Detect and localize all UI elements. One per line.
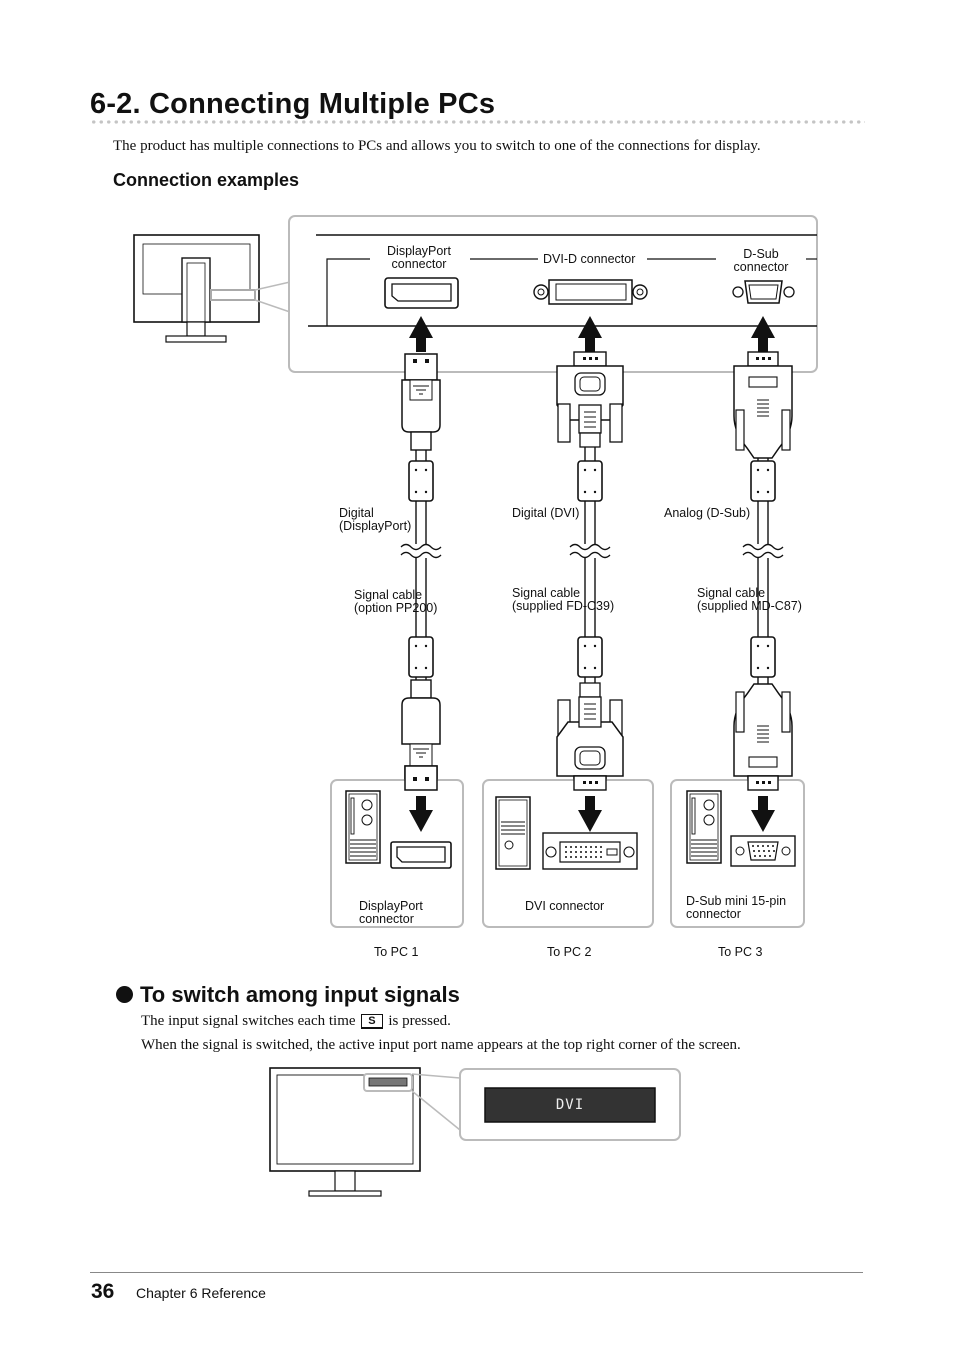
pc-tower-icon (687, 791, 721, 863)
intro-text: The product has multiple connections to PCs and allows you to switch to one of the connections for display. (113, 138, 761, 154)
monitor-displayport-label: DisplayPort connector (387, 244, 451, 271)
s-key-icon: S (361, 1014, 382, 1029)
dvi-plug-icon (557, 352, 623, 447)
osd-input-name: DVI (555, 1097, 585, 1113)
pc1-port-label: DisplayPort connector (359, 899, 423, 926)
switch-note: When the signal is switched, the active input port name appears at the top right corner of the screen. (141, 1037, 741, 1053)
pc3-port-label: D-Sub mini 15-pin connector (686, 894, 787, 921)
chapter-title: Chapter 6 Reference (136, 1285, 266, 1301)
pc2-label: To PC 2 (547, 945, 592, 959)
monitor-dvi-label: DVI-D connector (543, 252, 636, 266)
bullet-icon (116, 986, 133, 1003)
pc-displayport-port-icon (391, 842, 451, 868)
monitor-displayport-port-icon (385, 278, 458, 308)
pc3-label: To PC 3 (718, 945, 763, 959)
switch-instruction-text-end: is pressed. (388, 1013, 451, 1029)
pc-dvi-port-icon (543, 833, 637, 869)
dsub-plug-icon (734, 352, 792, 458)
switch-signals-heading (116, 982, 460, 1008)
signal-type-dsub: Analog (D-Sub) (664, 506, 751, 520)
signal-type-dvi: Digital (DVI) (512, 506, 580, 520)
cable-label-displayport: Signal cable (option PP200) (354, 588, 438, 615)
monitor-dvi-port-icon (534, 280, 647, 304)
monitor-dsub-label: D-Sub connector (733, 247, 789, 274)
monitor-icon (270, 1068, 420, 1196)
pc-tower-icon (496, 797, 530, 869)
pc2-port-label: DVI connector (525, 899, 605, 913)
dvi-plug-icon (557, 683, 623, 790)
displayport-plug-icon (402, 354, 440, 450)
footer-divider (90, 1272, 863, 1273)
pc-dsub-port-icon (731, 836, 795, 866)
signal-type-displayport: Digital (DisplayPort) (339, 506, 412, 533)
cable-label-dsub: Signal cable (supplied MD-C87) (697, 586, 802, 613)
dsub-plug-icon (734, 684, 792, 790)
cable-label-dvi: Signal cable (supplied FD-C39) (512, 586, 615, 613)
monitor-icon (134, 235, 259, 342)
switch-instruction (141, 1013, 451, 1030)
pc-tower-icon (346, 791, 380, 863)
section-title: 6-2. Connecting Multiple PCs (90, 88, 496, 120)
switch-signals-heading-text: To switch among input signals (140, 982, 460, 1007)
connection-examples-heading: Connection examples (113, 170, 300, 190)
pc1-label: To PC 1 (374, 945, 419, 959)
switch-instruction-text: The input signal switches each time (141, 1013, 356, 1029)
page-number: 36 (91, 1280, 115, 1303)
